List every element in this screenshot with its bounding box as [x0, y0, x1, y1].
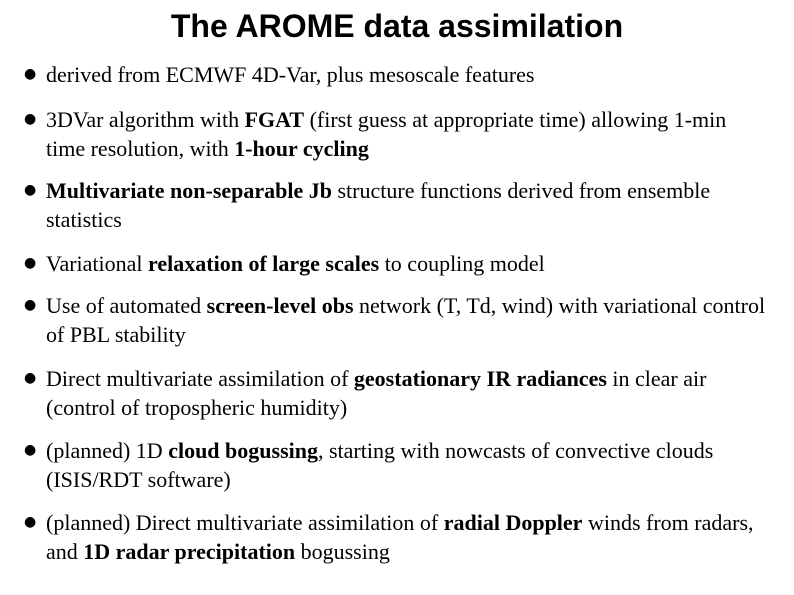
bullet-dot-icon: ●: [24, 514, 37, 530]
bullet-text-bold: cloud bogussing: [168, 438, 318, 463]
bullet-dot-icon: ●: [24, 370, 37, 386]
bullet-text-bold: 1-hour cycling: [234, 136, 369, 161]
bullet-text-segment: Use of automated: [46, 293, 207, 318]
bullet-dot-icon: ●: [24, 442, 37, 458]
bullet-text-segment: (planned) 1D: [46, 438, 169, 463]
bullet-text: [46, 508, 768, 566]
bullet-text: [46, 364, 768, 422]
bullet-text-segment: in clear air (control of tropospheric humidity): [46, 366, 707, 420]
bullet-text-segment: Variational: [46, 251, 149, 276]
bullet-text: [46, 249, 768, 278]
bullet-text-bold: radial Doppler: [443, 510, 583, 535]
bullet-text: [46, 60, 768, 89]
bullet-dot-icon: ●: [24, 182, 37, 198]
bullet-text: [46, 176, 768, 234]
bullet-text-bold: relaxation of large scales: [148, 251, 380, 276]
bullet-text-segment: 3DVar algorithm with: [46, 107, 245, 132]
bullet-dot-icon: ●: [24, 66, 37, 82]
bullet-text: [46, 291, 768, 349]
bullet-text-segment: Direct multivariate assimilation of: [46, 366, 354, 391]
bullet-text-bold: Multivariate non-separable Jb: [46, 178, 332, 203]
bullet-text-segment: (first guess at appropriate time) allowing 1-min time resolution, with: [46, 107, 727, 161]
bullet-text-segment: (planned) Direct multivariate assimilation of: [46, 510, 444, 535]
bullet-dot-icon: ●: [24, 255, 37, 271]
bullet-text-segment: to coupling model: [379, 251, 545, 276]
bullet-text-bold: FGAT: [244, 107, 305, 132]
bullet-text-bold: geostationary IR radiances: [353, 366, 607, 391]
bullet-text-bold: 1D radar precipitation: [83, 539, 296, 564]
bullet-text-segment: winds from radars, and: [46, 510, 754, 564]
bullet-text: [46, 105, 768, 163]
bullet-text: [46, 436, 768, 494]
bullet-dot-icon: ●: [24, 297, 37, 313]
bullet-text-segment: derived from ECMWF 4D-Var, plus mesoscale features: [46, 62, 535, 87]
bullet-dot-icon: ●: [24, 111, 37, 127]
bullet-text-segment: bogussing: [295, 539, 390, 564]
bullet-text-segment: , starting with nowcasts of convective clouds (ISIS/RDT software): [46, 438, 714, 492]
bullet-text-segment: network (T, Td, wind) with variational control of PBL stability: [46, 293, 766, 347]
bullet-text-bold: screen-level obs: [206, 293, 354, 318]
slide-title: The AROME data assimilation: [170, 8, 624, 44]
bullet-text-segment: structure functions derived from ensemble statistics: [46, 178, 711, 232]
